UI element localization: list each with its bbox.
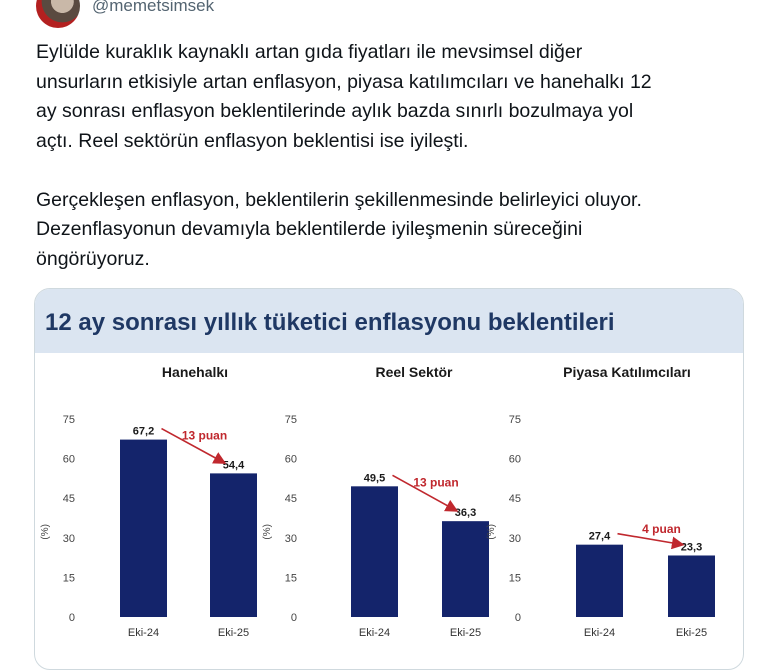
y-tick-label: 45: [284, 493, 297, 506]
x-tick-label: Eki-25: [449, 627, 482, 639]
y-tick-label: 15: [284, 572, 297, 585]
avatar[interactable]: [36, 0, 80, 28]
y-tick-label: 15: [508, 572, 521, 585]
y-axis-label: (%): [262, 524, 273, 540]
tweet-media-image[interactable]: [34, 288, 744, 670]
bar: [120, 440, 167, 617]
y-tick-label: 30: [284, 532, 297, 545]
chart-banner: [35, 289, 743, 353]
y-tick-label: 75: [508, 414, 521, 426]
y-tick-label: 30: [508, 532, 521, 545]
y-tick-label: 0: [514, 612, 521, 624]
y-tick-label: 60: [508, 453, 521, 466]
y-tick-label: 15: [62, 572, 75, 585]
x-tick-label: Eki-24: [127, 627, 160, 639]
tweet-paragraph: Gerçekleşen enflasyon, beklentilerin şekillenmesinde belirleyici oluyor. Dezenflasyonun devamıyla beklentilerde iyileşmenin süreceğini öngörüyoruz.: [36, 188, 642, 270]
y-tick-label: 60: [284, 453, 297, 466]
chart-title: Reel Sektör: [375, 364, 453, 380]
charts-area: [35, 353, 743, 670]
data-label: 67,2: [132, 425, 155, 438]
y-tick-label: 45: [508, 493, 521, 506]
change-annotation: 13 puan: [181, 428, 228, 443]
banner-title: 12 ay sonrası yıllık tüketici enflasyonu beklentileri: [45, 309, 615, 336]
tweet-text: [36, 38, 736, 274]
y-tick-label: 75: [62, 414, 75, 426]
bar: [576, 545, 623, 617]
user-handle[interactable]: @memetsimsek: [92, 0, 215, 15]
chart-title: Piyasa Katılımcıları: [563, 364, 691, 380]
change-annotation: 13 puan: [413, 475, 459, 490]
y-tick-label: 60: [62, 453, 75, 466]
y-tick-label: 30: [62, 532, 75, 545]
tweet-paragraph: Eylülde kuraklık kaynaklı artan gıda fiyatları ile mevsimsel diğer unsurların etkisiyle artan enflasyon, piyasa katılımcıları ve hanehalkı 12 ay sonrası enflasyon beklentilerinde aylık bazda sınırlı bozulmaya yol açtı. Reel sektörün enflasyon beklentisi ise iyileşti.: [36, 41, 652, 152]
data-label: 54,4: [222, 459, 245, 472]
y-tick-label: 0: [290, 612, 297, 624]
chart-title: Hanehalkı: [161, 364, 229, 380]
y-tick-label: 75: [284, 414, 297, 426]
x-tick-label: Eki-24: [583, 627, 616, 639]
data-label: 36,3: [454, 507, 477, 520]
y-axis-label: (%): [486, 524, 497, 540]
data-label: 49,5: [363, 472, 386, 485]
data-label: 23,3: [680, 541, 703, 554]
x-tick-label: Eki-24: [358, 627, 391, 639]
bar: [351, 486, 398, 617]
data-label: 27,4: [588, 530, 611, 543]
change-annotation: 4 puan: [642, 522, 681, 537]
bar: [668, 555, 715, 617]
bar: [442, 521, 489, 617]
x-tick-label: Eki-25: [675, 627, 708, 639]
y-axis-label: (%): [40, 524, 51, 540]
tweet-header: [0, 0, 779, 24]
x-tick-label: Eki-25: [217, 627, 250, 639]
y-tick-label: 45: [62, 493, 75, 506]
bar: [210, 473, 257, 617]
y-tick-label: 0: [68, 612, 75, 624]
